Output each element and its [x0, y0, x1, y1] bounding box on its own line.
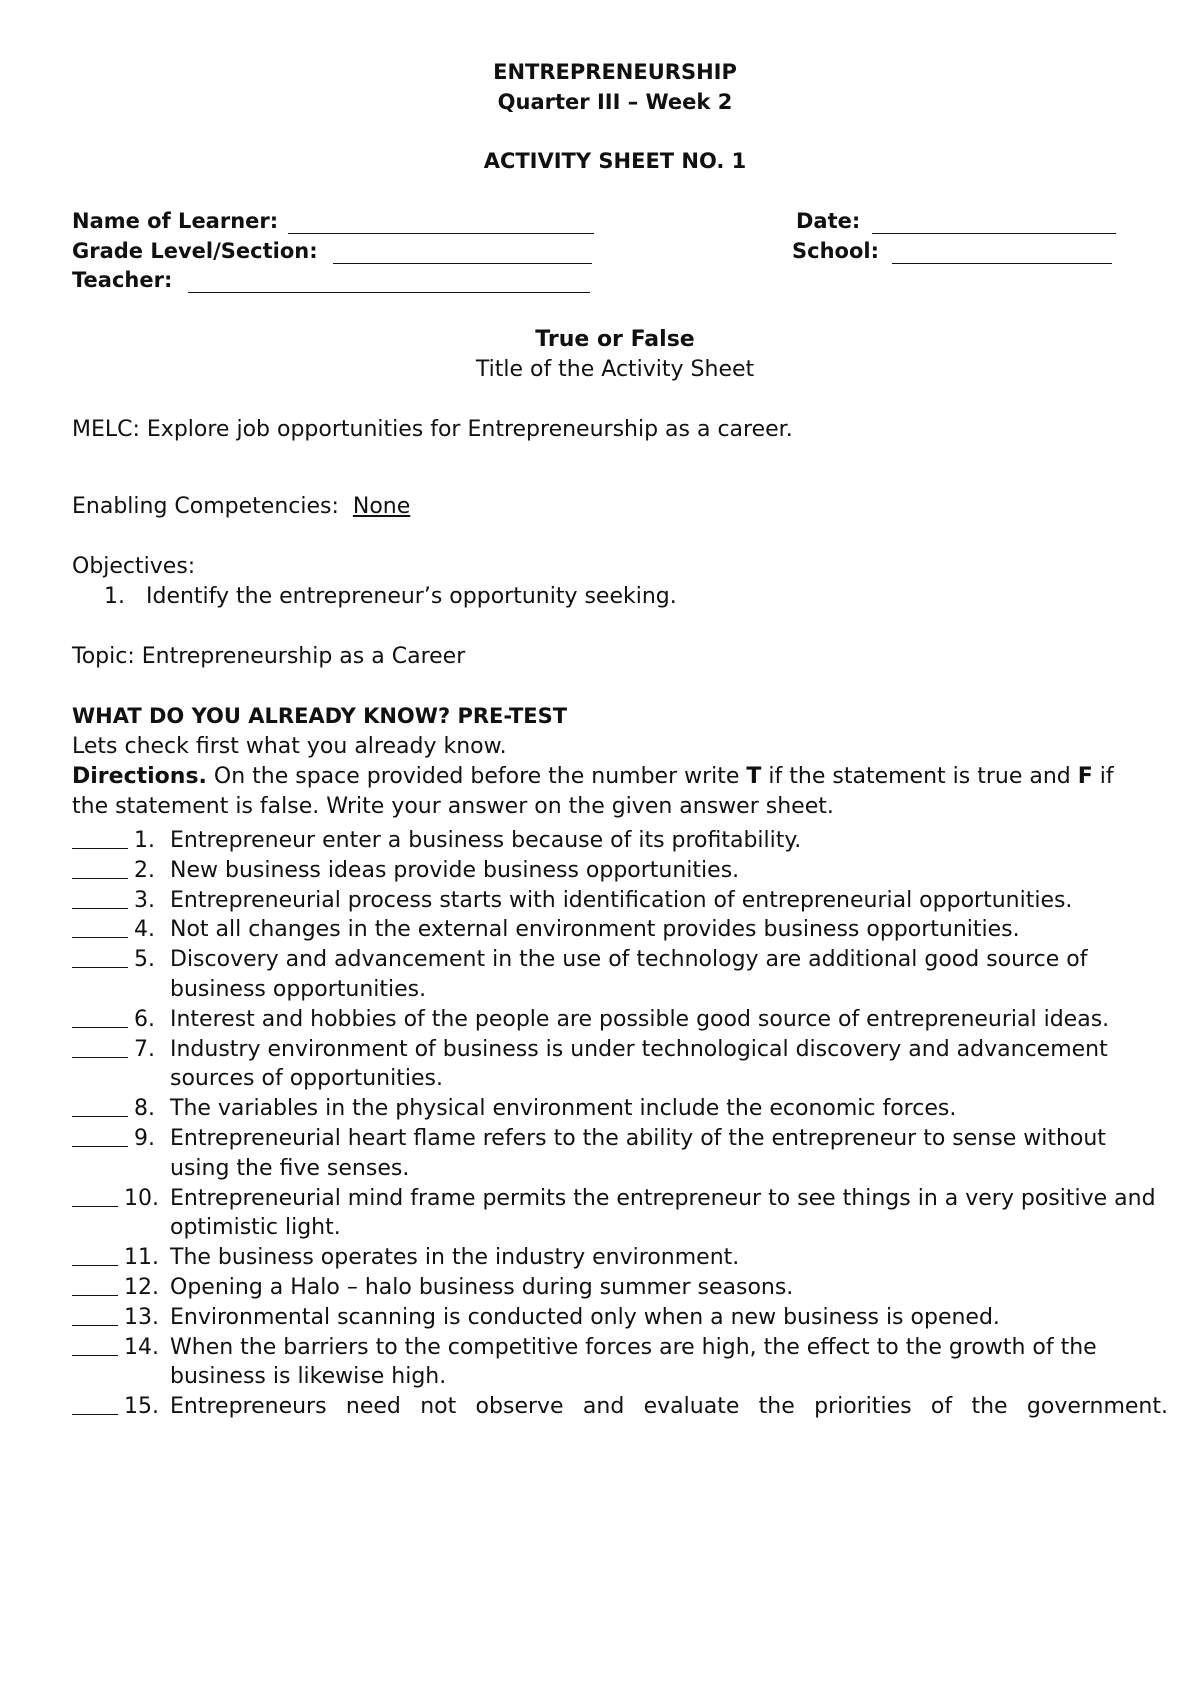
answer-blank[interactable] [72, 1303, 118, 1326]
grade-label: Grade Level/Section: [72, 239, 318, 263]
pretest-item-8 [72, 1094, 1168, 1124]
answer-blank[interactable] [72, 1124, 128, 1147]
item-number: 9. [134, 1125, 155, 1151]
activity-title: True or False [535, 327, 695, 352]
pretest-item-5 [72, 945, 1168, 1005]
answer-blank[interactable] [72, 1094, 128, 1117]
answer-blank[interactable] [72, 1333, 118, 1356]
school-field[interactable] [892, 263, 1112, 264]
item-number: 14. [124, 1334, 159, 1360]
directions-label: Directions. [72, 764, 207, 789]
item-text: Not all changes in the external environment provides business opportunities. [170, 917, 1020, 943]
item-text: Entrepreneurs need not observe and evaluate the priorities of the government. [170, 1394, 1168, 1420]
item-number: 2. [134, 857, 155, 883]
pretest-item-12 [72, 1273, 1168, 1303]
objective-number: 1. [104, 584, 125, 609]
quarter-heading: Quarter III – Week 2 [497, 90, 733, 114]
activity-sheet-number: ACTIVITY SHEET NO. 1 [483, 149, 747, 173]
item-number: 3. [134, 887, 155, 913]
directions-text-c: if [1092, 764, 1114, 789]
item-number: 8. [134, 1096, 155, 1122]
pretest-item-3 [72, 886, 1168, 916]
directions-line-1 [72, 764, 1114, 789]
item-text: The variables in the physical environment include the economic forces. [170, 1096, 957, 1122]
item-text: Interest and hobbies of the people are possible good source of entrepreneurial ideas. [170, 1006, 1110, 1032]
pretest-intro: Lets check first what you already know. [72, 734, 507, 759]
item-text: Opening a Halo – halo business during summer seasons. [170, 1274, 794, 1300]
pretest-item-15 [72, 1392, 1168, 1422]
objectives-label: Objectives: [72, 554, 196, 579]
objective-text: Identify the entrepreneur’s opportunity seeking. [145, 584, 677, 609]
item-number: 4. [134, 917, 155, 943]
answer-blank[interactable] [72, 1392, 118, 1415]
teacher-field[interactable] [188, 292, 590, 293]
date-field[interactable] [872, 233, 1116, 234]
item-number: 7. [134, 1036, 155, 1062]
pretest-item-7 [72, 1035, 1168, 1095]
pretest-item-14 [72, 1333, 1168, 1393]
subject-heading: ENTREPRENEURSHIP [493, 60, 737, 84]
item-number: 15. [124, 1394, 159, 1420]
answer-blank[interactable] [72, 886, 128, 909]
activity-subtitle: Title of the Activity Sheet [475, 357, 755, 382]
directions-text-a: On the space provided before the number write [213, 764, 747, 789]
answer-blank[interactable] [72, 856, 128, 879]
directions-true-letter: T [746, 764, 762, 789]
answer-blank[interactable] [72, 1273, 118, 1296]
pretest-item-6 [72, 1005, 1168, 1035]
item-text: New business ideas provide business opportunities. [170, 857, 740, 883]
item-number: 10. [124, 1185, 159, 1211]
item-text: When the barriers to the competitive forces are high, the effect to the growth of the business is likewise high. [170, 1334, 1097, 1390]
item-text: Entrepreneurial heart flame refers to the ability of the entrepreneur to sense without using the five senses. [170, 1125, 1106, 1181]
answer-blank[interactable] [72, 915, 128, 938]
item-text: Entrepreneurial mind frame permits the entrepreneur to see things in a very positive and optimistic light. [170, 1185, 1156, 1241]
item-text: Entrepreneurial process starts with identification of entrepreneurial opportunities. [170, 887, 1073, 913]
pretest-item-4 [72, 915, 1168, 945]
name-label: Name of Learner: [72, 209, 279, 233]
enabling-label: Enabling Competencies: [72, 494, 339, 519]
item-number: 12. [124, 1274, 159, 1300]
directions-false-letter: F [1077, 764, 1093, 789]
answer-blank[interactable] [72, 1035, 128, 1058]
item-text: Discovery and advancement in the use of technology are additional good source of business opportunities. [170, 947, 1088, 1002]
school-label: School: [792, 239, 879, 263]
pretest-item-1 [72, 826, 1168, 856]
item-text: The business operates in the industry environment. [170, 1245, 740, 1271]
date-label: Date: [796, 209, 861, 233]
objective-item [104, 584, 677, 609]
pretest-heading: WHAT DO YOU ALREADY KNOW? PRE-TEST [72, 704, 568, 728]
item-number: 13. [124, 1304, 159, 1330]
answer-blank[interactable] [72, 826, 128, 849]
pretest-item-11 [72, 1243, 1168, 1273]
item-text: Entrepreneur enter a business because of its profitability. [170, 828, 802, 853]
answer-blank[interactable] [72, 1005, 128, 1028]
answer-blank[interactable] [72, 1184, 118, 1207]
item-text: Environmental scanning is conducted only when a new business is opened. [170, 1304, 1000, 1330]
item-number: 11. [124, 1245, 159, 1271]
melc-text: MELC: Explore job opportunities for Entrepreneurship as a career. [72, 417, 793, 442]
answer-blank[interactable] [72, 1243, 118, 1266]
item-number: 5. [134, 947, 155, 973]
item-number: 6. [134, 1006, 155, 1032]
pretest-items [72, 826, 1168, 1422]
pretest-item-2 [72, 856, 1168, 886]
name-field[interactable] [288, 233, 594, 234]
enabling-value: None [352, 494, 411, 519]
pretest-item-9 [72, 1124, 1168, 1184]
directions-text-b: if the statement is true and [761, 764, 1078, 789]
teacher-label: Teacher: [72, 268, 173, 292]
enabling-competencies [72, 494, 410, 519]
pretest-item-10 [72, 1184, 1168, 1244]
pretest-item-13 [72, 1303, 1168, 1333]
directions-line-2: the statement is false. Write your answer on the given answer sheet. [72, 794, 834, 819]
answer-blank[interactable] [72, 945, 128, 968]
topic-text: Topic: Entrepreneurship as a Career [72, 644, 466, 669]
grade-field[interactable] [333, 263, 592, 264]
item-text: Industry environment of business is under technological discovery and advancement sources of opportunities. [170, 1036, 1108, 1092]
item-number: 1. [134, 828, 155, 853]
